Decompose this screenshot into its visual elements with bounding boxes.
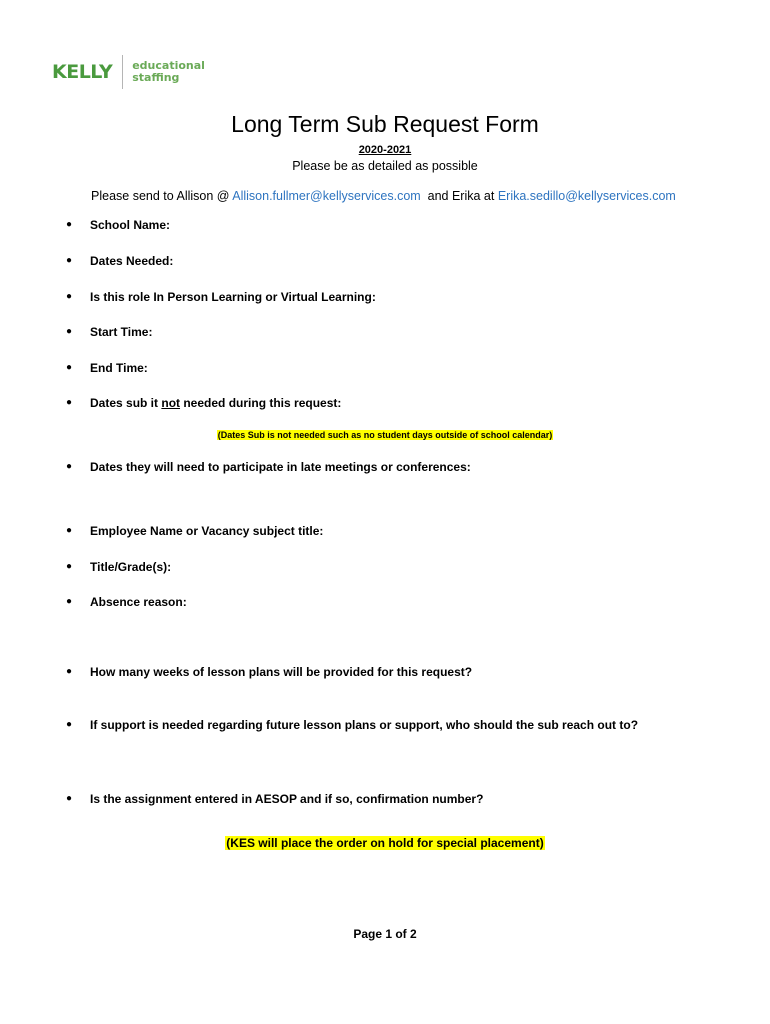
field-label: How many weeks of lesson plans will be provided for this request? [90,665,473,679]
field-label: School Name: [90,218,171,232]
highlighted-text: (Dates Sub is not needed such as no student days outside of school calendar) [217,430,553,440]
list-item-start-time [66,324,152,340]
field-label: End Time: [90,361,148,375]
bullet-icon: ● [66,596,73,607]
page-number: Page 1 of 2 [353,927,417,941]
bullet-icon: ● [66,219,73,230]
kes-hold-note [0,835,770,851]
list-item-end-time [66,360,148,376]
bullet-icon: ● [66,255,73,266]
field-label [90,395,341,411]
bullet-icon: ● [66,326,73,337]
form-title: Long Term Sub Request Form [231,111,539,137]
detail-note: Please be as detailed as possible [292,159,478,173]
bullet-icon: ● [66,793,73,804]
school-year [0,143,770,157]
bullet-icon: ● [66,719,73,730]
email-link-erika[interactable]: Erika.sedillo@kellyservices.com [497,189,676,203]
field-label-pre: Dates sub it [90,396,162,410]
school-year-text: 2020-2021 [358,144,412,156]
list-item-title-grade [66,559,171,575]
logo-subtitle-line2: staffing [132,71,180,84]
list-item-late-meetings [66,459,471,475]
list-item-lesson-plans [66,664,472,680]
field-label-post: needed during this request: [180,396,342,410]
field-label: Is the assignment entered in AESOP and if so, confirmation number? [90,792,484,806]
field-label: Dates they will need to participate in late meetings or conferences: [90,460,471,474]
bullet-icon: ● [66,561,73,572]
list-item-absence-reason [66,594,187,610]
bullet-icon: ● [66,362,73,373]
bullet-icon: ● [66,291,73,302]
list-item-support-contact [66,717,638,733]
kelly-educational-staffing-logo [52,55,205,89]
bullet-icon: ● [66,397,73,408]
field-label: Title/Grade(s): [90,560,172,574]
field-label: Start Time: [90,325,153,339]
logo-subtitle [132,60,205,84]
send-instructions [91,188,676,204]
logo-divider [122,55,123,89]
send-prefix: Please send to Allison @ [91,189,233,203]
highlighted-text: (KES will place the order on hold for special placement) [226,836,544,850]
field-label: If support is needed regarding future lesson plans or support, who should the sub reach out to? [90,718,639,732]
logo-brand: KELLY [52,60,113,83]
no-student-days-note [0,429,770,442]
list-item-role-type [66,289,376,305]
bullet-icon: ● [66,461,73,472]
send-middle: and Erika at [420,189,498,203]
field-label-emphasis: not [161,396,181,410]
field-label: Absence reason: [90,595,187,609]
bullet-icon: ● [66,525,73,536]
field-label: Dates Needed: [90,254,174,268]
email-link-allison[interactable]: Allison.fullmer@kellyservices.com [232,189,421,203]
field-label: Is this role In Person Learning or Virtual Learning: [90,290,376,304]
logo-subtitle-line1: educational [132,59,205,72]
field-label: Employee Name or Vacancy subject title: [90,524,324,538]
list-item-aesop [66,791,483,807]
bullet-icon: ● [66,666,73,677]
list-item-dates-not-needed [66,395,341,411]
list-item-school-name [66,217,170,233]
list-item-dates-needed [66,253,173,269]
list-item-employee-name [66,523,323,539]
